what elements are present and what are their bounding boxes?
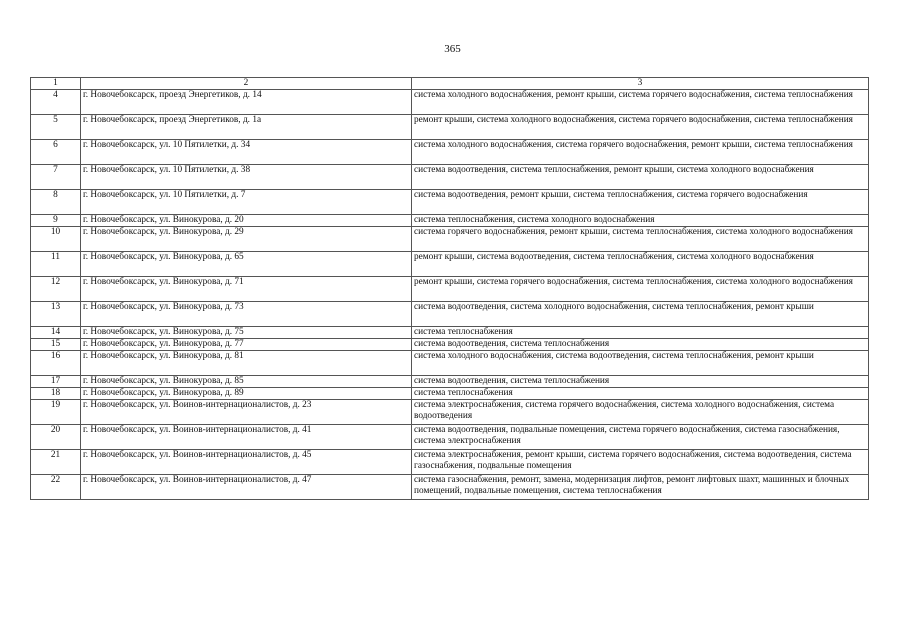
- row-number-cell: 4: [31, 90, 81, 115]
- row-address-cell: г. Новочебоксарск, проезд Энергетиков, д. 1а: [81, 115, 412, 140]
- row-address-cell: г. Новочебоксарск, ул. 10 Пятилетки, д. 38: [81, 165, 412, 190]
- table-header-row: [31, 78, 869, 90]
- table-row: [31, 388, 869, 400]
- row-works-cell: система холодного водоснабжения, система горячего водоснабжения, ремонт крыши, система теплоснабжения: [412, 140, 869, 165]
- row-works-cell: система теплоснабжения, система холодного водоснабжения: [412, 215, 869, 227]
- register-table: [30, 77, 869, 500]
- row-address-cell: г. Новочебоксарск, ул. Воинов-интернационалистов, д. 41: [81, 425, 412, 450]
- row-works-cell: система электроснабжения, ремонт крыши, система горячего водоснабжения, система водоотведения, система газоснабжения, подвальные помещения: [412, 450, 869, 475]
- row-number-cell: 18: [31, 388, 81, 400]
- row-address-cell: г. Новочебоксарск, ул. Винокурова, д. 65: [81, 252, 412, 277]
- row-works-cell: система горячего водоснабжения, ремонт крыши, система теплоснабжения, система холодного водоснабжения: [412, 227, 869, 252]
- row-address-cell: г. Новочебоксарск, ул. 10 Пятилетки, д. 34: [81, 140, 412, 165]
- table-row: [31, 400, 869, 425]
- row-number-cell: 8: [31, 190, 81, 215]
- row-address-cell: г. Новочебоксарск, ул. Воинов-интернационалистов, д. 23: [81, 400, 412, 425]
- table-row: [31, 90, 869, 115]
- table-row: [31, 252, 869, 277]
- row-number-cell: 7: [31, 165, 81, 190]
- row-address-cell: г. Новочебоксарск, ул. Винокурова, д. 81: [81, 351, 412, 376]
- row-address-cell: г. Новочебоксарск, проезд Энергетиков, д. 14: [81, 90, 412, 115]
- row-address-cell: г. Новочебоксарск, ул. Винокурова, д. 20: [81, 215, 412, 227]
- row-works-cell: система теплоснабжения: [412, 327, 869, 339]
- header-cell-number: 1: [31, 78, 81, 90]
- table-row: [31, 227, 869, 252]
- row-address-cell: г. Новочебоксарск, ул. Винокурова, д. 77: [81, 339, 412, 351]
- row-works-cell: ремонт крыши, система горячего водоснабжения, система теплоснабжения, система холодного водоснабжения: [412, 277, 869, 302]
- table-row: [31, 450, 869, 475]
- row-number-cell: 16: [31, 351, 81, 376]
- table-row: [31, 376, 869, 388]
- row-number-cell: 5: [31, 115, 81, 140]
- row-works-cell: система водоотведения, подвальные помещения, система горячего водоснабжения, система газоснабжения, система электроснабжения: [412, 425, 869, 450]
- row-works-cell: ремонт крыши, система холодного водоснабжения, система горячего водоснабжения, система теплоснабжения: [412, 115, 869, 140]
- row-works-cell: система газоснабжения, ремонт, замена, модернизация лифтов, ремонт лифтовых шахт, машинных и блочных помещений, подвальные помещения, система теплоснабжения: [412, 475, 869, 500]
- table-row: [31, 475, 869, 500]
- row-address-cell: г. Новочебоксарск, ул. Винокурова, д. 89: [81, 388, 412, 400]
- row-number-cell: 12: [31, 277, 81, 302]
- row-works-cell: система холодного водоснабжения, система водоотведения, система теплоснабжения, ремонт крыши: [412, 351, 869, 376]
- row-works-cell: система электроснабжения, система горячего водоснабжения, система холодного водоснабжения, система водоотведения: [412, 400, 869, 425]
- row-number-cell: 19: [31, 400, 81, 425]
- row-works-cell: система водоотведения, ремонт крыши, система теплоснабжения, система горячего водоснабжения: [412, 190, 869, 215]
- row-works-cell: система теплоснабжения: [412, 388, 869, 400]
- row-number-cell: 10: [31, 227, 81, 252]
- row-address-cell: г. Новочебоксарск, ул. Винокурова, д. 73: [81, 302, 412, 327]
- row-number-cell: 9: [31, 215, 81, 227]
- header-cell-works: 3: [412, 78, 869, 90]
- row-number-cell: 13: [31, 302, 81, 327]
- row-number-cell: 11: [31, 252, 81, 277]
- row-address-cell: г. Новочебоксарск, ул. Воинов-интернационалистов, д. 45: [81, 450, 412, 475]
- table-row: [31, 351, 869, 376]
- table-row: [31, 327, 869, 339]
- row-works-cell: ремонт крыши, система водоотведения, система теплоснабжения, система холодного водоснабжения: [412, 252, 869, 277]
- row-works-cell: система водоотведения, система холодного водоснабжения, система теплоснабжения, ремонт крыши: [412, 302, 869, 327]
- table-row: [31, 277, 869, 302]
- row-address-cell: г. Новочебоксарск, ул. Винокурова, д. 75: [81, 327, 412, 339]
- row-address-cell: г. Новочебоксарск, ул. Винокурова, д. 71: [81, 277, 412, 302]
- row-address-cell: г. Новочебоксарск, ул. Винокурова, д. 85: [81, 376, 412, 388]
- row-number-cell: 20: [31, 425, 81, 450]
- table-row: [31, 165, 869, 190]
- table-row: [31, 215, 869, 227]
- row-address-cell: г. Новочебоксарск, ул. Винокурова, д. 29: [81, 227, 412, 252]
- row-works-cell: система водоотведения, система теплоснабжения: [412, 376, 869, 388]
- header-cell-address: 2: [81, 78, 412, 90]
- row-number-cell: 21: [31, 450, 81, 475]
- table-row: [31, 339, 869, 351]
- row-number-cell: 17: [31, 376, 81, 388]
- table-row: [31, 425, 869, 450]
- table-row: [31, 190, 869, 215]
- row-number-cell: 22: [31, 475, 81, 500]
- row-number-cell: 14: [31, 327, 81, 339]
- table-row: [31, 302, 869, 327]
- table-row: [31, 115, 869, 140]
- row-address-cell: г. Новочебоксарск, ул. 10 Пятилетки, д. 7: [81, 190, 412, 215]
- row-number-cell: 6: [31, 140, 81, 165]
- row-works-cell: система водоотведения, система теплоснабжения, ремонт крыши, система холодного водоснабжения: [412, 165, 869, 190]
- row-number-cell: 15: [31, 339, 81, 351]
- row-address-cell: г. Новочебоксарск, ул. Воинов-интернационалистов, д. 47: [81, 475, 412, 500]
- page-number: 365: [444, 43, 461, 55]
- table-row: [31, 140, 869, 165]
- row-works-cell: система холодного водоснабжения, ремонт крыши, система горячего водоснабжения, система теплоснабжения: [412, 90, 869, 115]
- row-works-cell: система водоотведения, система теплоснабжения: [412, 339, 869, 351]
